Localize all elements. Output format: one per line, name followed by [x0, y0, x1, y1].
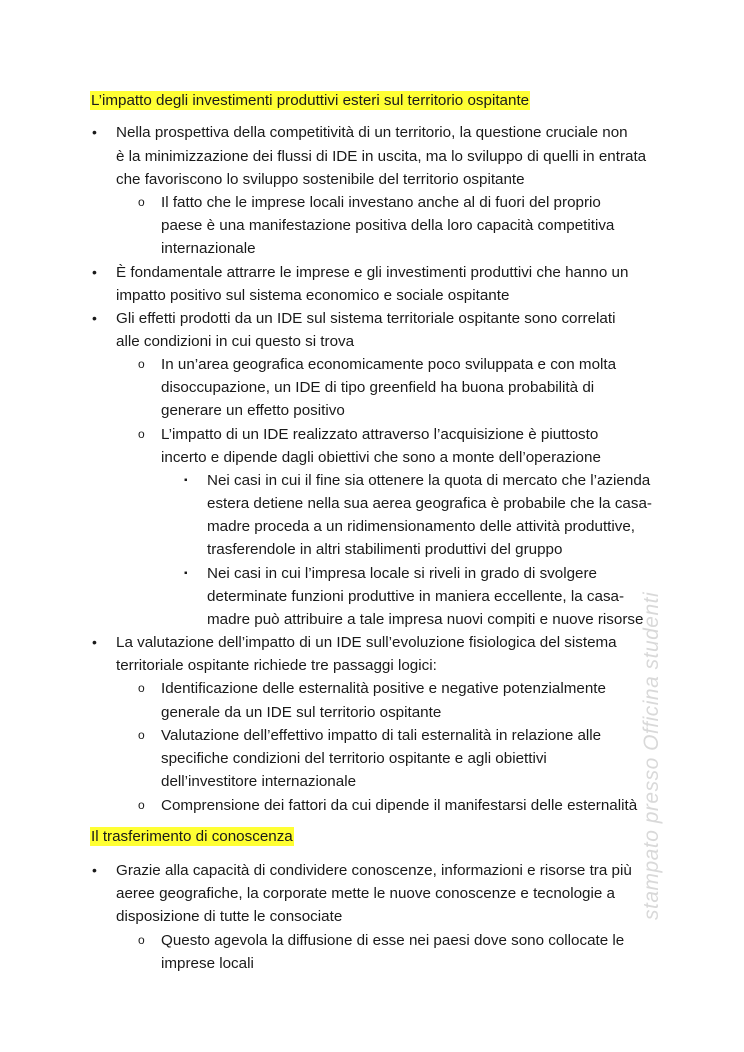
- text-line: trasferendole in altri stabilimenti produttivi del gruppo: [207, 541, 563, 558]
- bullet-level2: o: [138, 681, 145, 695]
- text-line: Nei casi in cui l’impresa locale si riveli in grado di svolgere: [207, 565, 597, 582]
- text-line: paese è una manifestazione positiva della loro capacità competitiva: [161, 217, 615, 234]
- text-line: aeree geografiche, la corporate mette le nuove conoscenze e tecnologie a: [116, 885, 615, 902]
- text-line: Identificazione delle esternalità positive e negative potenzialmente: [161, 680, 606, 697]
- text-line: internazionale: [161, 240, 256, 257]
- text-line: Il fatto che le imprese locali investano anche al di fuori del proprio: [161, 194, 601, 211]
- watermark: stampato presso Officina studenti: [640, 591, 663, 920]
- text-line: Gli effetti prodotti da un IDE sul sistema territoriale ospitante sono correlati: [116, 310, 616, 327]
- text-line: Questo agevola la diffusione di esse nei paesi dove sono collocate le: [161, 932, 625, 949]
- bullet-level2: o: [138, 728, 145, 742]
- text-line: determinate funzioni produttive in maniera eccellente, la casa-: [207, 588, 625, 605]
- bullet-level1: •: [92, 862, 97, 878]
- text-line: Nella prospettiva della competitività di un territorio, la questione cruciale non: [116, 124, 628, 141]
- text-line: Comprensione dei fattori da cui dipende il manifestarsi delle esternalità: [161, 797, 638, 814]
- text-line: disoccupazione, un IDE di tipo greenfield ha buona probabilità di: [161, 379, 595, 396]
- text-line: generare un effetto positivo: [161, 402, 345, 419]
- section-heading-conoscenza: Il trasferimento di conoscenza: [91, 828, 293, 845]
- bullet-level3: ▪: [184, 568, 188, 579]
- text-line: In un’area geografica economicamente poco sviluppata e con molta: [161, 356, 617, 373]
- text-line: Grazie alla capacità di condividere conoscenze, informazioni e risorse tra più: [116, 862, 632, 879]
- bullet-level3: ▪: [184, 475, 188, 486]
- text-line: dell’investitore internazionale: [161, 773, 357, 790]
- text-line: disposizione di tutte le consociate: [116, 908, 343, 925]
- text-line: Valutazione dell’effettivo impatto di tali esternalità in relazione alle: [161, 727, 602, 744]
- bullet-level2: o: [138, 933, 145, 947]
- text-line: madre proceda a un ridimensionamento delle attività produttive,: [207, 518, 636, 535]
- text-line: impatto positivo sul sistema economico e sociale ospitante: [116, 287, 510, 304]
- text-line: L’impatto di un IDE realizzato attraverso l’acquisizione è piuttosto: [161, 426, 599, 443]
- text-line: che favoriscono lo sviluppo sostenibile del territorio ospitante: [116, 171, 525, 188]
- text-line: incerto e dipende dagli obiettivi che sono a monte dell’operazione: [161, 449, 601, 466]
- text-line: imprese locali: [161, 955, 254, 972]
- bullet-level2: o: [138, 357, 145, 371]
- text-line: generale da un IDE sul territorio ospitante: [161, 704, 442, 721]
- text-line: specifiche condizioni del territorio ospitante e agli obiettivi: [161, 750, 547, 767]
- text-line: La valutazione dell’impatto di un IDE sull’evoluzione fisiologica del sistema: [116, 634, 617, 651]
- text-line: Nei casi in cui il fine sia ottenere la quota di mercato che l’azienda: [207, 472, 651, 489]
- section-heading-impatto: L’impatto degli investimenti produttivi esteri sul territorio ospitante: [91, 92, 530, 109]
- bullet-level2: o: [138, 798, 145, 812]
- bullet-level1: •: [92, 124, 97, 140]
- text-line: estera detiene nella sua aerea geografica è probabile che la casa-: [207, 495, 652, 512]
- text-line: è la minimizzazione dei flussi di IDE in uscita, ma lo sviluppo di quelli in entrata: [116, 148, 647, 165]
- bullet-level1: •: [92, 310, 97, 326]
- text-line: È fondamentale attrarre le imprese e gli investimenti produttivi che hanno un: [116, 264, 629, 281]
- text-line: madre può attribuire a tale impresa nuovi compiti e nuove risorse: [207, 611, 644, 628]
- bullet-level2: o: [138, 427, 145, 441]
- text-line: alle condizioni in cui questo si trova: [116, 333, 355, 350]
- bullet-level1: •: [92, 264, 97, 280]
- text-line: territoriale ospitante richiede tre passaggi logici:: [116, 657, 437, 674]
- bullet-level2: o: [138, 195, 145, 209]
- bullet-level1: •: [92, 634, 97, 650]
